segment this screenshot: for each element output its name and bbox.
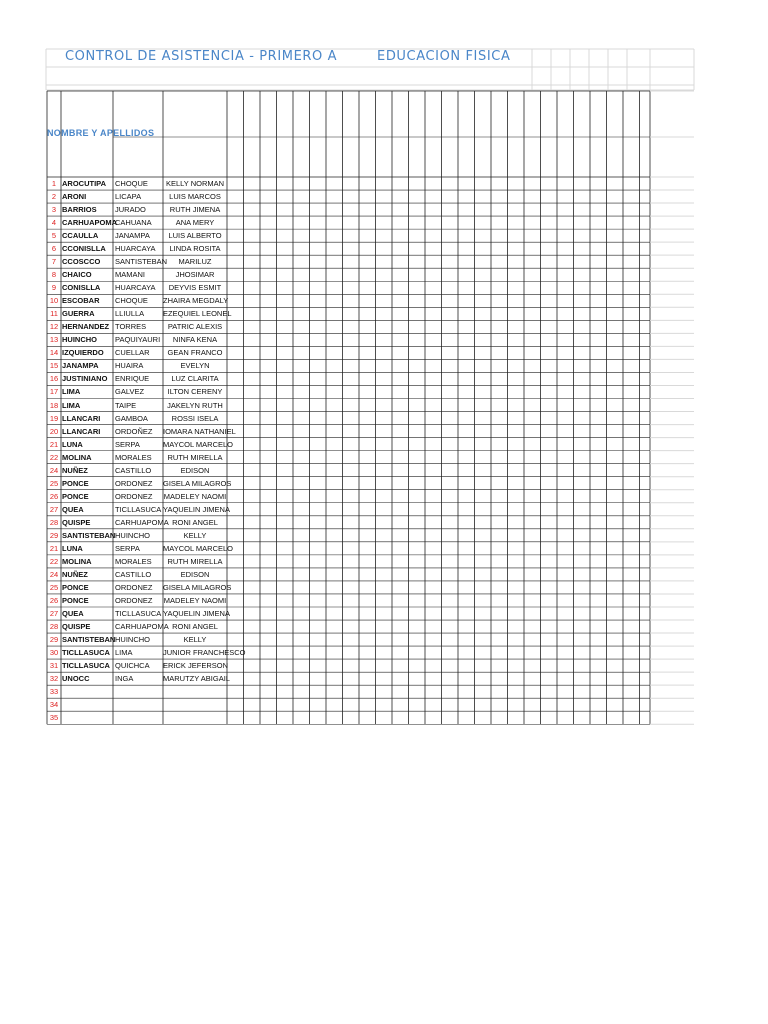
row-number[interactable]: 18 <box>49 400 59 410</box>
second-surname-cell[interactable]: HUINCHO <box>115 530 150 540</box>
first-surname-cell[interactable]: SANTISTEBAN <box>62 635 116 645</box>
first-surname-cell[interactable]: CHAICO <box>62 270 92 280</box>
row-number[interactable]: 5 <box>51 231 57 241</box>
second-surname-cell[interactable]: CARHUAPOMA <box>115 517 169 527</box>
first-surname-cell[interactable]: LUNA <box>62 439 83 449</box>
row-number[interactable]: 12 <box>49 322 59 332</box>
first-surname-cell[interactable]: UNOCC <box>62 674 90 684</box>
second-surname-cell[interactable]: ORDONEZ <box>115 595 153 605</box>
first-surname-cell[interactable]: BARRIOS <box>62 205 97 215</box>
second-surname-cell[interactable]: GAMBOA <box>115 413 148 423</box>
row-number[interactable]: 34 <box>49 700 59 710</box>
row-number[interactable]: 9 <box>51 283 57 293</box>
second-surname-cell[interactable]: LICAPA <box>115 192 142 202</box>
given-names-cell[interactable]: MARUTZY ABIGAIL <box>163 674 230 684</box>
row-number[interactable]: 17 <box>49 387 59 397</box>
first-surname-cell[interactable]: LIMA <box>62 387 81 397</box>
first-surname-cell[interactable]: JANAMPA <box>62 361 99 371</box>
second-surname-cell[interactable] <box>115 685 162 698</box>
second-surname-cell[interactable]: INGA <box>115 674 134 684</box>
row-number[interactable]: 1 <box>51 179 57 188</box>
second-surname-cell[interactable]: HUINCHO <box>115 635 150 645</box>
row-number[interactable]: 14 <box>49 348 59 358</box>
given-names-cell[interactable] <box>163 685 227 698</box>
first-surname-cell[interactable]: AROCUTIPA <box>62 179 107 188</box>
row-number[interactable]: 16 <box>49 374 59 384</box>
given-names-cell[interactable]: GEAN FRANCO <box>167 348 223 358</box>
first-surname-cell[interactable]: TICLLASUCA <box>62 648 110 658</box>
given-names-cell[interactable]: EVELYN <box>180 361 210 371</box>
row-number[interactable]: 6 <box>51 244 57 254</box>
row-number[interactable]: 33 <box>49 687 59 697</box>
given-names-cell[interactable]: DEYVIS ESMIT <box>168 283 222 293</box>
first-surname-cell[interactable]: LLANCARI <box>62 413 101 423</box>
second-surname-cell[interactable]: SERPA <box>115 439 140 449</box>
given-names-cell[interactable]: ANA MERY <box>175 218 215 228</box>
given-names-cell[interactable]: EZEQUIEL LEONEL <box>163 309 232 319</box>
second-surname-cell[interactable]: JURADO <box>115 205 146 215</box>
first-surname-cell[interactable]: SANTISTEBAN <box>62 530 116 540</box>
given-names-cell[interactable]: LUZ CLARITA <box>171 374 219 384</box>
second-surname-cell[interactable]: CUELLAR <box>115 348 150 358</box>
sheet-title: CONTROL DE ASISTENCIA - PRIMERO A <box>65 49 338 64</box>
row-number[interactable]: 30 <box>49 648 59 658</box>
first-surname-cell[interactable]: IZQUIERDO <box>62 348 104 358</box>
first-surname-cell[interactable]: PONCE <box>62 478 89 488</box>
given-names-cell[interactable]: GISELA MILAGROS <box>163 582 232 592</box>
second-surname-cell[interactable]: PAQUIYAURI <box>115 335 161 345</box>
row-number[interactable]: 8 <box>51 270 57 280</box>
second-surname-cell[interactable]: HUARCAYA <box>115 244 156 254</box>
second-surname-cell[interactable]: ORDONEZ <box>115 491 153 501</box>
second-surname-cell[interactable]: LLIULLA <box>115 309 145 319</box>
given-names-cell[interactable]: IOMARA NATHANIEL <box>163 426 236 436</box>
first-surname-cell[interactable]: QUISPE <box>62 622 91 632</box>
first-surname-cell[interactable] <box>62 711 113 724</box>
row-number[interactable]: 7 <box>51 257 57 267</box>
given-names-cell[interactable]: JAKELYN RUTH <box>167 400 223 410</box>
second-surname-cell[interactable]: TORRES <box>115 322 147 332</box>
first-surname-cell[interactable]: TICLLASUCA <box>62 661 110 671</box>
first-surname-cell[interactable]: CONISLLA <box>62 283 101 293</box>
given-names-cell[interactable]: LUIS ALBERTO <box>168 231 222 241</box>
first-surname-cell[interactable]: MOLINA <box>62 452 92 462</box>
row-number[interactable]: 21 <box>49 543 59 553</box>
second-surname-cell[interactable]: LIMA <box>115 648 133 658</box>
first-surname-cell[interactable]: QUEA <box>62 608 84 618</box>
name-column-header: NOMBRE Y APELLIDOS <box>47 128 155 138</box>
first-surname-cell[interactable]: LLANCARI <box>62 426 101 436</box>
given-names-cell[interactable]: ERICK JEFERSON <box>163 661 229 671</box>
second-surname-cell[interactable]: TICLLASUCA <box>115 608 162 618</box>
first-surname-cell[interactable]: HERNANDEZ <box>62 322 110 332</box>
given-names-cell[interactable]: LUIS MARCOS <box>169 192 221 202</box>
given-names-cell[interactable]: PATRIC ALEXIS <box>167 322 223 332</box>
second-surname-cell[interactable]: CASTILLO <box>115 465 152 475</box>
given-names-cell[interactable]: RUTH MIRELLA <box>167 452 223 462</box>
row-number[interactable]: 2 <box>51 192 57 202</box>
first-surname-cell[interactable] <box>62 685 113 698</box>
row-number[interactable]: 21 <box>49 439 59 449</box>
first-surname-cell[interactable]: GUERRA <box>62 309 95 319</box>
first-surname-cell[interactable]: CARHUAPOMA <box>62 218 117 228</box>
second-surname-cell[interactable] <box>115 698 162 711</box>
second-surname-cell[interactable]: ORDOÑEZ <box>115 426 153 436</box>
row-number[interactable]: 4 <box>51 218 57 228</box>
second-surname-cell[interactable]: HUARCAYA <box>115 283 156 293</box>
first-surname-cell[interactable]: LUNA <box>62 543 83 553</box>
second-surname-cell[interactable]: ENRIQUE <box>115 374 150 384</box>
row-number[interactable]: 11 <box>50 309 58 319</box>
second-surname-cell[interactable]: CARHUAPOMA <box>115 622 169 632</box>
second-surname-cell[interactable]: CAHUANA <box>115 218 152 228</box>
second-surname-cell[interactable]: HUAIRA <box>115 361 144 371</box>
second-surname-cell[interactable]: SERPA <box>115 543 140 553</box>
row-number[interactable]: 25 <box>49 478 59 488</box>
row-number[interactable]: 28 <box>49 622 59 632</box>
second-surname-cell[interactable]: GALVEZ <box>115 387 145 397</box>
second-surname-cell[interactable]: TICLLASUCA <box>115 504 162 514</box>
row-number[interactable]: 32 <box>49 674 59 684</box>
given-names-cell[interactable]: EDISON <box>180 569 210 579</box>
first-surname-cell[interactable]: NUÑEZ <box>62 465 88 475</box>
second-surname-cell[interactable]: CASTILLO <box>115 569 152 579</box>
row-number[interactable]: 19 <box>49 413 59 423</box>
row-number[interactable]: 13 <box>49 335 59 345</box>
row-number[interactable]: 31 <box>49 661 59 671</box>
given-names-cell[interactable]: ILTON CERENY <box>167 387 223 397</box>
given-names-cell[interactable]: MAYCOL MARCELO <box>163 439 234 449</box>
given-names-cell[interactable]: ROSSI ISELA <box>171 413 219 423</box>
given-names-cell[interactable]: LINDA ROSITA <box>169 244 221 254</box>
first-surname-cell[interactable]: QUISPE <box>62 517 91 527</box>
first-surname-cell[interactable]: CCOSCCO <box>62 257 101 267</box>
second-surname-cell[interactable]: SANTISTEBAN <box>115 257 168 267</box>
second-surname-cell[interactable]: MAMANI <box>115 270 145 280</box>
first-surname-cell[interactable]: PONCE <box>62 595 89 605</box>
given-names-cell[interactable]: JHOSIMAR <box>175 270 215 280</box>
given-names-cell[interactable]: MADELEY NAOMI <box>163 595 227 605</box>
first-surname-cell[interactable]: ARONI <box>62 192 87 202</box>
second-surname-cell[interactable] <box>115 711 162 724</box>
row-number[interactable]: 35 <box>49 713 59 723</box>
given-names-cell[interactable]: MADELEY NAOMI <box>163 491 227 501</box>
row-number[interactable]: 29 <box>49 635 59 645</box>
row-number[interactable]: 10 <box>49 296 59 306</box>
row-number[interactable]: 24 <box>49 465 59 475</box>
given-names-cell[interactable]: YAQUELIN JIMENA <box>163 608 230 618</box>
given-names-cell[interactable]: KELLY <box>183 635 207 645</box>
first-surname-cell[interactable]: ESCOBAR <box>62 296 100 306</box>
second-surname-cell[interactable]: ORDONEZ <box>115 582 153 592</box>
given-names-cell[interactable]: ZHAIRA MEGDALY <box>163 296 229 306</box>
first-surname-cell[interactable]: CCAULLA <box>62 231 99 241</box>
given-names-cell[interactable]: NINFA KENA <box>172 335 218 345</box>
given-names-cell[interactable]: RUTH MIRELLA <box>167 556 223 566</box>
second-surname-cell[interactable]: MORALES <box>115 452 152 462</box>
first-surname-cell[interactable]: HUINCHO <box>62 335 97 345</box>
second-surname-cell[interactable]: QUICHCA <box>115 661 150 671</box>
row-number[interactable]: 24 <box>49 569 59 579</box>
given-names-cell[interactable]: YAQUELIN JIMENA <box>163 504 230 514</box>
first-surname-cell[interactable]: MOLINA <box>62 556 92 566</box>
first-surname-cell[interactable]: JUSTINIANO <box>62 374 108 384</box>
row-number[interactable]: 15 <box>49 361 59 371</box>
first-surname-cell[interactable]: PONCE <box>62 582 89 592</box>
row-number[interactable]: 28 <box>49 517 59 527</box>
row-number[interactable]: 26 <box>49 491 59 501</box>
row-number[interactable]: 25 <box>49 582 59 592</box>
second-surname-cell[interactable]: JANAMPA <box>115 231 150 241</box>
subject-title: EDUCACION FISICA <box>377 49 511 64</box>
given-names-cell[interactable] <box>163 698 227 711</box>
row-number[interactable]: 20 <box>49 426 59 436</box>
first-surname-cell[interactable]: NUÑEZ <box>62 569 88 579</box>
given-names-cell[interactable]: RONI ANGEL <box>172 517 218 527</box>
row-number[interactable]: 27 <box>49 608 59 618</box>
second-surname-cell[interactable]: TAIPE <box>115 400 137 410</box>
given-names-cell[interactable]: RONI ANGEL <box>172 622 218 632</box>
given-names-cell[interactable]: GISELA MILAGROS <box>163 478 232 488</box>
first-surname-cell[interactable]: PONCE <box>62 491 89 501</box>
row-number[interactable]: 27 <box>49 504 59 514</box>
row-number[interactable]: 22 <box>49 452 59 462</box>
second-surname-cell[interactable]: CHOQUE <box>115 179 148 188</box>
second-surname-cell[interactable]: MORALES <box>115 556 152 566</box>
row-number[interactable]: 3 <box>51 205 57 215</box>
row-number[interactable]: 29 <box>49 530 59 540</box>
given-names-cell[interactable]: EDISON <box>180 465 210 475</box>
given-names-cell[interactable]: RUTH JIMENA <box>169 205 221 215</box>
first-surname-cell[interactable]: CCONISLLA <box>62 244 106 254</box>
first-surname-cell[interactable] <box>62 698 113 711</box>
second-surname-cell[interactable]: ORDONEZ <box>115 478 153 488</box>
first-surname-cell[interactable]: LIMA <box>62 400 81 410</box>
second-surname-cell[interactable]: CHOQUE <box>115 296 148 306</box>
given-names-cell[interactable]: MAYCOL MARCELO <box>163 543 234 553</box>
first-surname-cell[interactable]: QUEA <box>62 504 84 514</box>
given-names-cell[interactable]: MARILUZ <box>178 257 212 267</box>
given-names-cell[interactable]: KELLY <box>183 530 207 540</box>
given-names-cell[interactable] <box>163 711 227 724</box>
row-number[interactable]: 26 <box>49 595 59 605</box>
given-names-cell[interactable]: JUNIOR FRANCHESCO <box>163 648 246 658</box>
given-names-cell[interactable]: KELLY NORMAN <box>165 179 225 188</box>
row-number[interactable]: 22 <box>49 556 59 566</box>
